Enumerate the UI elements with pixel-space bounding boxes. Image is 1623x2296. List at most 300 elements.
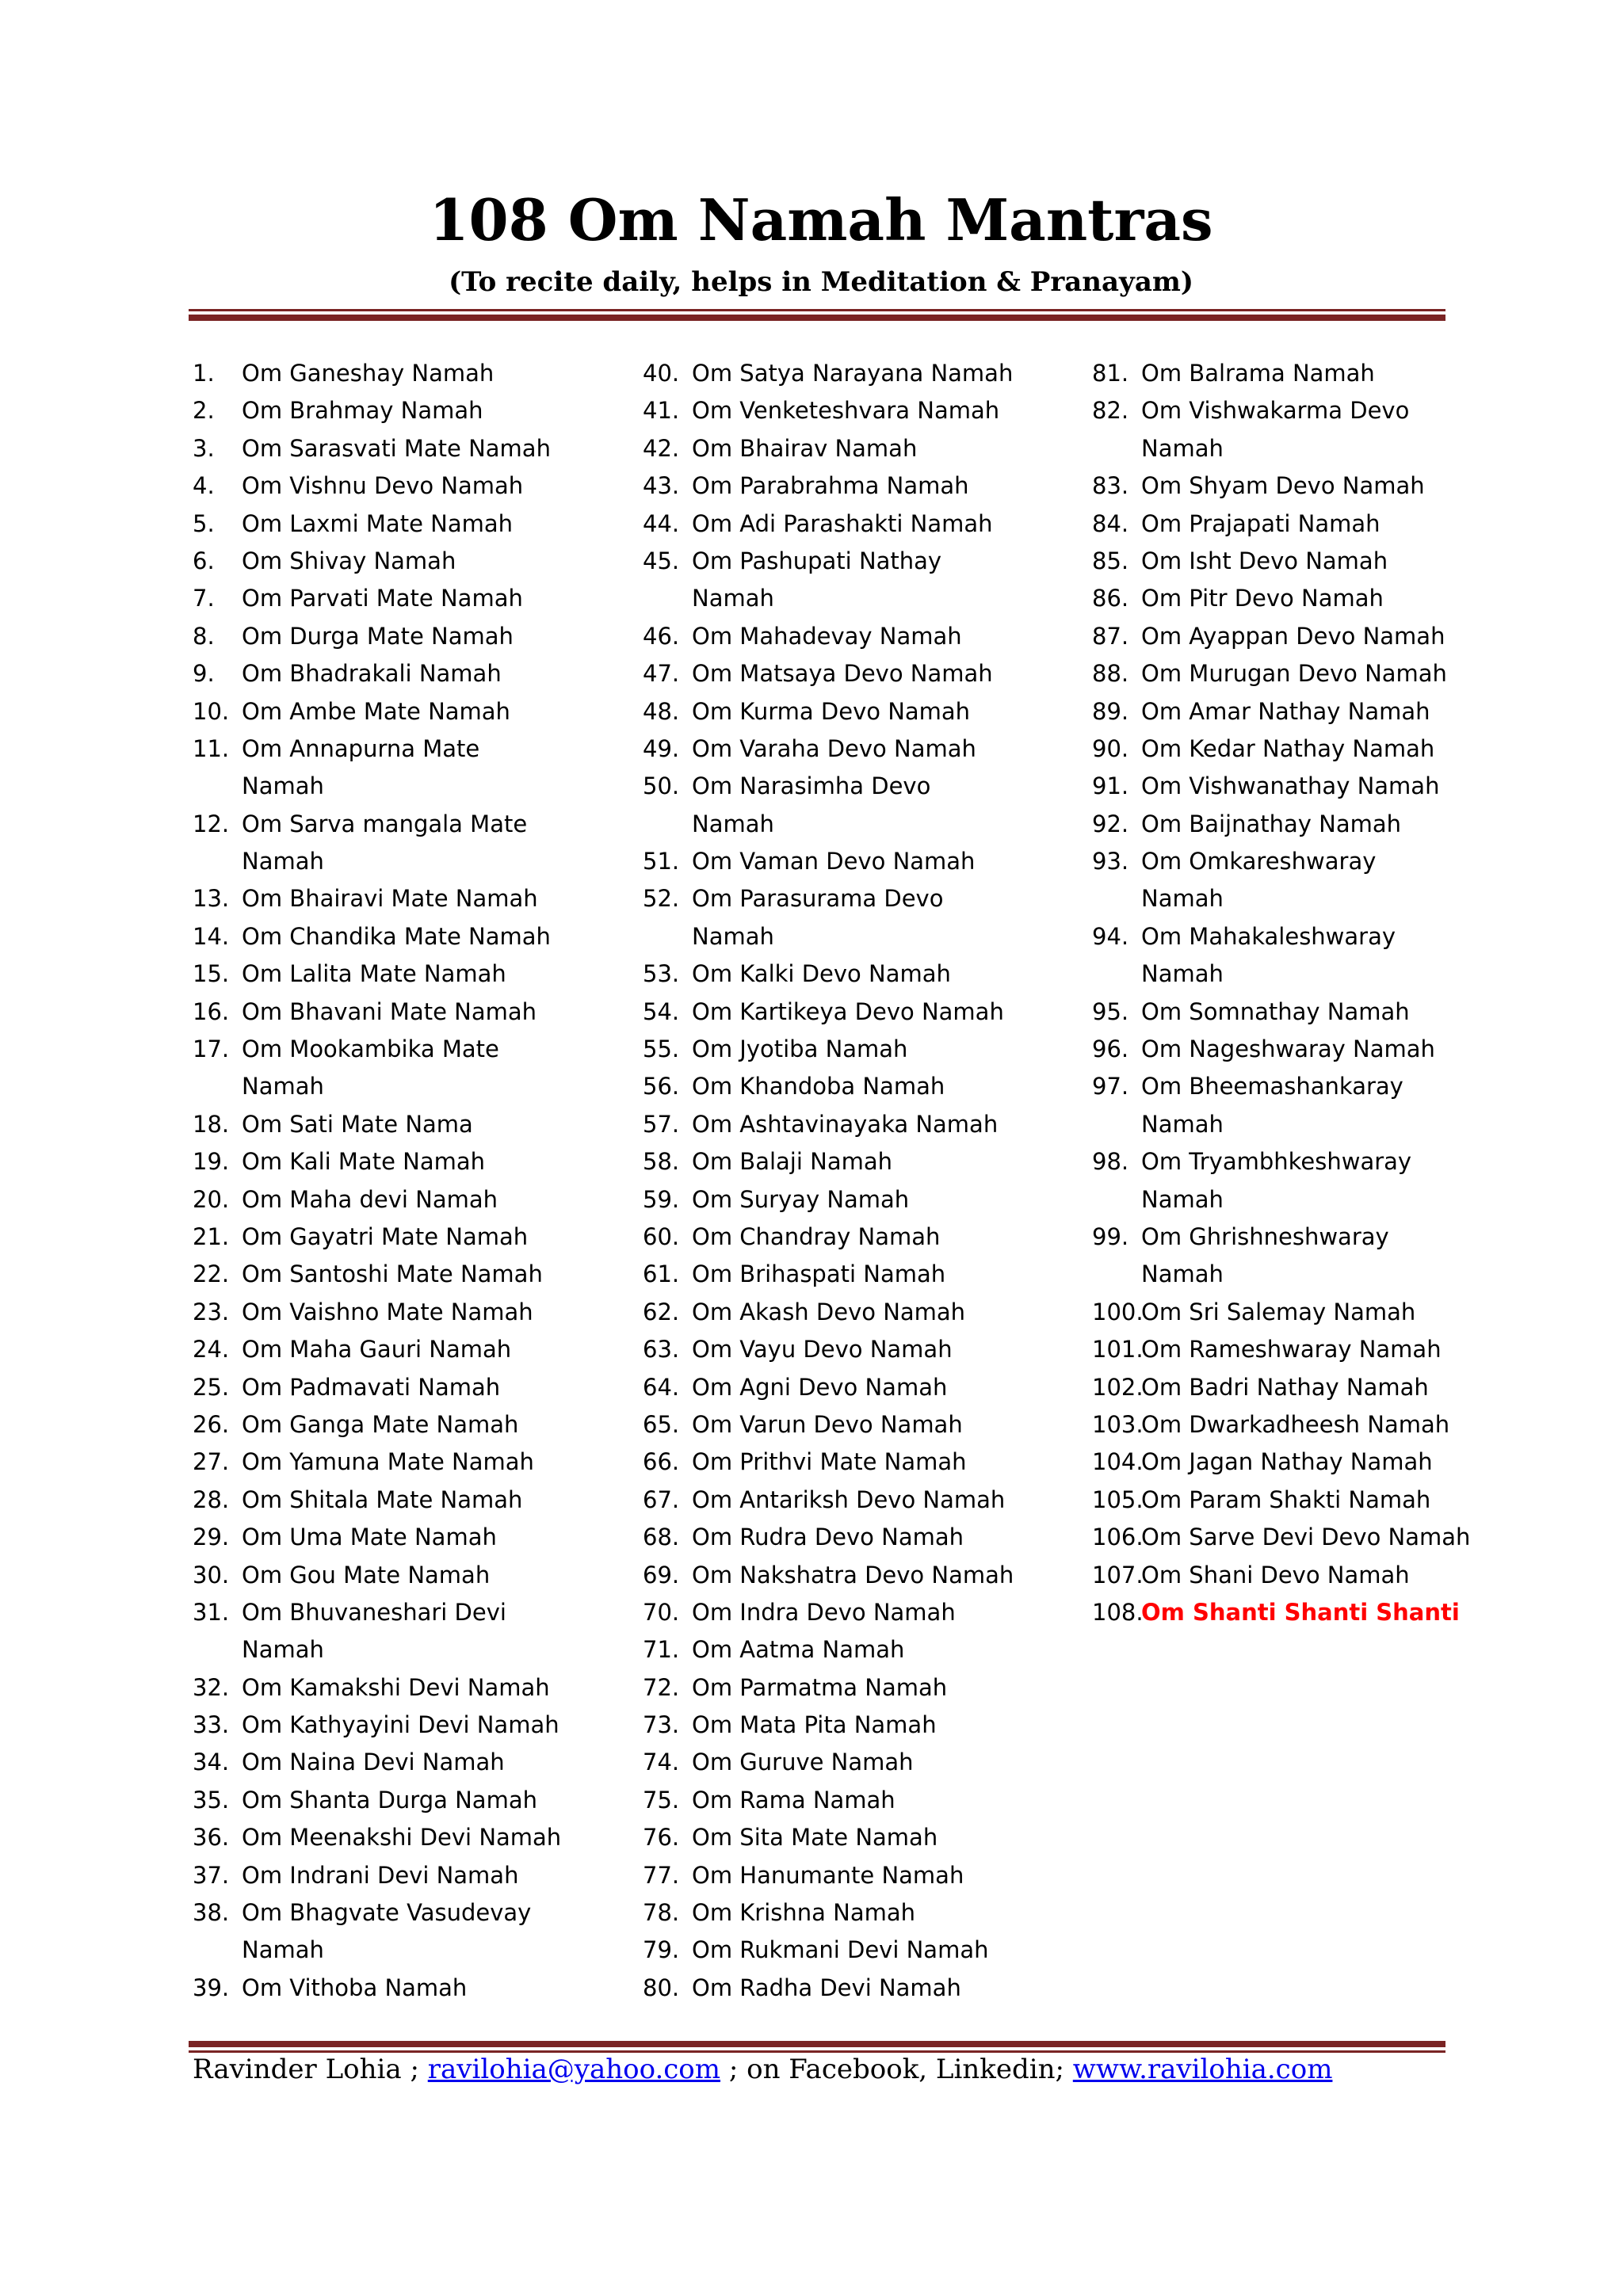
mantra-number: 96. [1092, 1035, 1129, 1063]
mantra-item [643, 1406, 1014, 1444]
mantra-text: Namah [692, 810, 774, 837]
mantra-item [1092, 1594, 1470, 1631]
mantra-item [643, 1256, 1014, 1293]
mantra-item [193, 1369, 561, 1406]
mantra-number [643, 806, 692, 843]
mantra-text: Om Kedar Nathay Namah [1141, 734, 1435, 762]
mantra-text: Om Murugan Devo Namah [1141, 660, 1447, 688]
mantra-text: Om Ganeshay Namah [242, 360, 495, 387]
mantra-number: 29. [193, 1524, 230, 1551]
mantra-text: Om Mookambika Mate [242, 1035, 499, 1063]
mantra-text: Om Suryay Namah [692, 1185, 910, 1213]
mantra-item [193, 355, 561, 392]
mantra-item [193, 1782, 561, 1819]
mantra-text: Om Agni Devo Namah [692, 1373, 948, 1401]
mantra-item [1092, 580, 1470, 617]
mantra-text: Om Pashupati Nathay [692, 547, 942, 574]
mantra-text: Om Varaha Devo Namah [692, 734, 976, 762]
mantra-text: Om Kartikeya Devo Namah [692, 997, 1004, 1025]
mantra-text: Om Bhadrakali Namah [242, 660, 502, 688]
mantra-text: Om Matsaya Devo Namah [692, 660, 993, 688]
mantra-item-continuation [643, 918, 1014, 955]
mantra-number [193, 768, 242, 805]
mantra-item [193, 1557, 561, 1594]
mantra-item [1092, 806, 1470, 843]
mantra-number: 34. [193, 1749, 230, 1776]
mantra-number: 94. [1092, 922, 1129, 950]
mantra-item [1092, 1482, 1470, 1519]
mantra-item [193, 543, 561, 580]
mantra-item [193, 1519, 561, 1556]
mantra-item [643, 880, 1014, 917]
mantra-item [1092, 1406, 1470, 1444]
mantra-number: 79. [643, 1936, 680, 1964]
mantra-text: Om Antariksh Devo Namah [692, 1486, 1006, 1513]
mantra-number: 80. [643, 1974, 680, 2001]
mantra-number [1092, 1106, 1141, 1143]
mantra-text: Namah [1141, 434, 1224, 462]
mantra-item [1092, 1331, 1470, 1368]
mantra-text: Namah [1141, 1185, 1224, 1213]
mantra-item [643, 730, 1014, 768]
mantra-number [1092, 880, 1141, 917]
mantra-number: 101. [1092, 1336, 1144, 1363]
mantra-number [193, 1932, 242, 1969]
mantra-text: Om Gou Mate Namah [242, 1561, 491, 1589]
mantra-item [193, 392, 561, 429]
header-divider [189, 309, 1445, 321]
mantra-item [193, 1406, 561, 1444]
mantra-item [193, 1256, 561, 1293]
mantra-text: Om Bhairav Namah [692, 434, 918, 462]
mantra-item [1092, 392, 1470, 429]
mantra-number: 97. [1092, 1073, 1129, 1100]
mantra-number: 53. [643, 960, 680, 988]
mantra-text: Om Jagan Nathay Namah [1141, 1448, 1433, 1476]
mantra-item [193, 918, 561, 955]
mantra-text: Om Adi Parashakti Namah [692, 509, 993, 537]
mantra-number [193, 843, 242, 880]
mantra-text: Om Kurma Devo Namah [692, 697, 971, 725]
mantra-text: Om Sita Mate Namah [692, 1824, 938, 1852]
mantra-text: Namah [1141, 1261, 1224, 1288]
mantra-number: 95. [1092, 997, 1129, 1025]
mantra-number: 46. [643, 622, 680, 650]
mantra-number: 106. [1092, 1524, 1144, 1551]
mantra-item [1092, 1294, 1470, 1331]
mantra-number: 9. [193, 660, 215, 688]
mantra-item-continuation [193, 1932, 561, 1969]
mantra-text: Om Prithvi Mate Namah [692, 1448, 967, 1476]
mantra-text: Om Prajapati Namah [1141, 509, 1381, 537]
mantra-number: 32. [193, 1673, 230, 1701]
mantra-text: Om Bhuvaneshari Devi [242, 1598, 506, 1626]
mantra-item [643, 618, 1014, 655]
mantra-text: Om Krishna Namah [692, 1899, 916, 1927]
mantra-item [1092, 618, 1470, 655]
footer-author: Ravinder Lohia ; [193, 2054, 428, 2085]
mantra-number: 58. [643, 1148, 680, 1176]
mantra-item [643, 768, 1014, 805]
mantra-text: Om Vaishno Mate Namah [242, 1298, 533, 1325]
mantra-text: Om Sri Salemay Namah [1141, 1298, 1416, 1325]
mantra-item [193, 806, 561, 843]
mantra-item [1092, 918, 1470, 955]
mantra-text: Om Pitr Devo Namah [1141, 585, 1384, 612]
mantra-number: 5. [193, 509, 215, 537]
mantra-text: Om Sarva mangala Mate [242, 810, 528, 837]
mantra-text: Om Hanumante Namah [692, 1861, 964, 1889]
mantra-text: Namah [242, 848, 324, 875]
mantra-number: 103. [1092, 1410, 1144, 1438]
mantra-number: 50. [643, 772, 680, 800]
mantra-item [643, 1970, 1014, 2007]
mantra-text: Om Padmavati Namah [242, 1373, 501, 1401]
mantra-number: 99. [1092, 1222, 1129, 1250]
mantra-number: 38. [193, 1899, 230, 1927]
mantra-number: 76. [643, 1824, 680, 1852]
mantra-item [193, 880, 561, 917]
mantra-text: Om Meenakshi Devi Namah [242, 1824, 562, 1852]
mantra-text: Om Ashtavinayaka Namah [692, 1110, 999, 1138]
mantra-text: Namah [692, 585, 774, 612]
mantra-item [193, 655, 561, 692]
mantra-item [193, 1970, 561, 2007]
mantra-text: Om Vayu Devo Namah [692, 1336, 953, 1363]
mantra-text: Om Mahakaleshwaray [1141, 922, 1396, 950]
mantra-item [193, 1031, 561, 1068]
mantra-number: 54. [643, 997, 680, 1025]
mantra-text: Om Rukmani Devi Namah [692, 1936, 989, 1964]
mantra-text: Om Varun Devo Namah [692, 1410, 963, 1438]
mantra-text: Om Shanta Durga Namah [242, 1786, 537, 1814]
mantra-item-continuation [193, 1631, 561, 1669]
mantra-number: 30. [193, 1561, 230, 1589]
mantra-item [643, 955, 1014, 993]
mantra-item [643, 1331, 1014, 1368]
mantra-item [1092, 1444, 1470, 1481]
mantra-item [193, 1294, 561, 1331]
mantra-number: 8. [193, 622, 215, 650]
mantra-text: Om Indrani Devi Namah [242, 1861, 519, 1889]
mantra-item [643, 1068, 1014, 1105]
mantra-number: 82. [1092, 397, 1129, 425]
mantra-number [193, 1631, 242, 1669]
mantra-item [643, 1669, 1014, 1707]
mantra-item [193, 1669, 561, 1707]
mantra-number: 51. [643, 848, 680, 875]
mantra-item [1092, 505, 1470, 543]
mantra-item [643, 430, 1014, 467]
mantra-text: Om Baijnathay Namah [1141, 810, 1401, 837]
mantra-item [643, 1106, 1014, 1143]
mantra-number [1092, 1256, 1141, 1293]
mantra-number: 20. [193, 1185, 230, 1213]
mantra-number: 107. [1092, 1561, 1144, 1589]
mantra-text: Om Chandika Mate Namah [242, 922, 551, 950]
mantra-item [193, 1594, 561, 1631]
mantra-number: 67. [643, 1486, 680, 1513]
mantra-item [193, 955, 561, 993]
mantra-number: 49. [643, 734, 680, 762]
mantra-number: 83. [1092, 472, 1129, 500]
mantra-number: 23. [193, 1298, 230, 1325]
mantra-text: Om Rudra Devo Namah [692, 1524, 964, 1551]
mantra-number: 26. [193, 1410, 230, 1438]
mantra-number [643, 580, 692, 617]
mantra-number: 66. [643, 1448, 680, 1476]
mantra-number: 55. [643, 1035, 680, 1063]
mantra-text: Om Bheemashankaray [1141, 1073, 1403, 1100]
mantra-number: 10. [193, 697, 230, 725]
mantra-item [193, 1106, 561, 1143]
mantra-text: Om Lalita Mate Namah [242, 960, 506, 988]
mantra-item [643, 693, 1014, 730]
mantra-number: 75. [643, 1786, 680, 1814]
mantra-text: Om Annapurna Mate [242, 734, 480, 762]
mantra-text: Om Vishwakarma Devo [1141, 397, 1410, 425]
footer-divider [189, 2041, 1445, 2053]
mantra-item [193, 730, 561, 768]
mantra-number: 3. [193, 434, 215, 462]
mantra-item [643, 467, 1014, 505]
mantra-number: 13. [193, 885, 230, 913]
footer [193, 2054, 1332, 2086]
footer-website-link[interactable]: www.ravilohia.com [1072, 2054, 1333, 2085]
mantra-column-3 [1092, 355, 1470, 1631]
mantra-text: Om Naina Devi Namah [242, 1749, 505, 1776]
mantra-text: Om Kali Mate Namah [242, 1148, 485, 1176]
mantra-text: Om Yamuna Mate Namah [242, 1448, 534, 1476]
mantra-item [193, 1331, 561, 1368]
mantra-item [193, 467, 561, 505]
mantra-text: Om Tryambhkeshwaray [1141, 1148, 1412, 1176]
mantra-item [643, 1857, 1014, 1894]
mantra-item [193, 1707, 561, 1744]
mantra-item [643, 543, 1014, 580]
mantra-text: Om Nageshwaray Namah [1141, 1035, 1435, 1063]
mantra-item [193, 505, 561, 543]
mantra-number: 98. [1092, 1148, 1129, 1176]
mantra-number: 12. [193, 810, 230, 837]
mantra-item [643, 1819, 1014, 1856]
page-subtitle: (To recite daily, helps in Meditation & Pranayam) [449, 266, 1193, 298]
mantra-text: Om Khandoba Namah [692, 1073, 945, 1100]
mantra-number: 88. [1092, 660, 1129, 688]
mantra-text: Om Somnathay Namah [1141, 997, 1410, 1025]
mantra-item [1092, 1519, 1470, 1556]
mantra-number: 7. [193, 585, 215, 612]
mantra-item-continuation [1092, 1181, 1470, 1219]
mantra-text: Om Shanti Shanti Shanti [1141, 1598, 1460, 1626]
mantra-text: Om Vithoba Namah [242, 1974, 468, 2001]
mantra-text: Om Durga Mate Namah [242, 622, 514, 650]
mantra-number: 69. [643, 1561, 680, 1589]
mantra-number: 108. [1092, 1598, 1144, 1626]
mantra-text: Om Satya Narayana Namah [692, 360, 1014, 387]
mantra-text: Om Jyotiba Namah [692, 1035, 908, 1063]
mantra-text: Om Vishnu Devo Namah [242, 472, 524, 500]
mantra-column-1 [193, 355, 561, 2007]
footer-email-link[interactable]: ravilohia@yahoo.com [427, 2054, 721, 2085]
mantra-text: Namah [242, 1936, 324, 1964]
mantra-number: 4. [193, 472, 215, 500]
mantra-item [193, 1444, 561, 1481]
mantra-text: Om Uma Mate Namah [242, 1524, 497, 1551]
mantra-item [1092, 994, 1470, 1031]
mantra-item [193, 1181, 561, 1219]
mantra-number: 42. [643, 434, 680, 462]
mantra-number [193, 1068, 242, 1105]
mantra-number: 21. [193, 1222, 230, 1250]
mantra-number: 60. [643, 1222, 680, 1250]
mantra-text: Om Akash Devo Namah [692, 1298, 966, 1325]
mantra-number: 17. [193, 1035, 230, 1063]
mantra-item [643, 1031, 1014, 1068]
mantra-text: Om Shivay Namah [242, 547, 456, 574]
mantra-number: 45. [643, 547, 680, 574]
mantra-item [1092, 693, 1470, 730]
mantra-number: 77. [643, 1861, 680, 1889]
mantra-item-continuation [193, 843, 561, 880]
mantra-item [193, 994, 561, 1031]
mantra-item [193, 1143, 561, 1180]
mantra-number: 90. [1092, 734, 1129, 762]
mantra-number: 35. [193, 1786, 230, 1814]
mantra-item [1092, 1143, 1470, 1180]
mantra-text: Om Param Shakti Namah [1141, 1486, 1431, 1513]
mantra-number: 2. [193, 397, 215, 425]
mantra-text: Om Narasimha Devo [692, 772, 931, 800]
mantra-number: 85. [1092, 547, 1129, 574]
mantra-item [1092, 655, 1470, 692]
mantra-item [643, 392, 1014, 429]
mantra-text: Namah [1141, 960, 1224, 988]
mantra-text: Namah [1141, 1110, 1224, 1138]
mantra-text: Om Maha devi Namah [242, 1185, 498, 1213]
mantra-number: 18. [193, 1110, 230, 1138]
mantra-number: 102. [1092, 1373, 1144, 1401]
mantra-item [643, 1707, 1014, 1744]
mantra-text: Om Ghrishneshwaray [1141, 1222, 1389, 1250]
mantra-number: 16. [193, 997, 230, 1025]
mantra-number: 78. [643, 1899, 680, 1927]
mantra-text: Om Badri Nathay Namah [1141, 1373, 1429, 1401]
mantra-item-continuation [1092, 430, 1470, 467]
mantra-item [1092, 543, 1470, 580]
mantra-item-continuation [193, 1068, 561, 1105]
mantra-item-continuation [1092, 880, 1470, 917]
mantra-item-continuation [193, 768, 561, 805]
mantra-text: Om Mahadevay Namah [692, 622, 962, 650]
mantra-item [643, 355, 1014, 392]
mantra-number: 56. [643, 1073, 680, 1100]
mantra-item [643, 1894, 1014, 1932]
mantra-text: Om Parasurama Devo [692, 885, 944, 913]
mantra-text: Om Aatma Namah [692, 1636, 905, 1664]
mantra-text: Namah [242, 1636, 324, 1664]
mantra-text: Om Brihaspati Namah [692, 1261, 946, 1288]
mantra-text: Om Balrama Namah [1141, 360, 1375, 387]
mantra-text: Om Shitala Mate Namah [242, 1486, 523, 1513]
mantra-number: 68. [643, 1524, 680, 1551]
mantra-item [193, 618, 561, 655]
mantra-item [643, 1557, 1014, 1594]
mantra-text: Om Omkareshwaray [1141, 848, 1377, 875]
mantra-item [643, 1519, 1014, 1556]
mantra-number: 84. [1092, 509, 1129, 537]
mantra-text: Om Parvati Mate Namah [242, 585, 523, 612]
mantra-number: 61. [643, 1261, 680, 1288]
mantra-item [643, 1143, 1014, 1180]
mantra-number: 27. [193, 1448, 230, 1476]
page-title: 108 Om Namah Mantras [429, 186, 1213, 254]
footer-social-text: ; on Facebook, Linkedin; [720, 2054, 1073, 2085]
mantra-text: Om Shani Devo Namah [1141, 1561, 1410, 1589]
mantra-item-continuation [643, 580, 1014, 617]
mantra-item-continuation [1092, 1256, 1470, 1293]
mantra-item [643, 1932, 1014, 1969]
mantra-number: 104. [1092, 1448, 1144, 1476]
mantra-text: Om Parmatma Namah [692, 1673, 948, 1701]
mantra-text: Om Gayatri Mate Namah [242, 1222, 529, 1250]
mantra-number: 87. [1092, 622, 1129, 650]
mantra-text: Om Sarve Devi Devo Namah [1141, 1524, 1471, 1551]
mantra-item [1092, 1369, 1470, 1406]
mantra-text: Om Venketeshvara Namah [692, 397, 1000, 425]
mantra-item [1092, 1031, 1470, 1068]
mantra-number: 81. [1092, 360, 1129, 387]
mantra-number: 15. [193, 960, 230, 988]
mantra-item [193, 1894, 561, 1932]
mantra-number: 39. [193, 1974, 230, 2001]
mantra-text: Namah [242, 772, 324, 800]
mantra-number: 40. [643, 360, 680, 387]
mantra-number: 71. [643, 1636, 680, 1664]
mantra-number: 22. [193, 1261, 230, 1288]
mantra-text: Om Kamakshi Devi Namah [242, 1673, 550, 1701]
mantra-number: 93. [1092, 848, 1129, 875]
mantra-number: 33. [193, 1711, 230, 1739]
mantra-number: 86. [1092, 585, 1129, 612]
mantra-number: 59. [643, 1185, 680, 1213]
mantra-text: Om Santoshi Mate Namah [242, 1261, 543, 1288]
mantra-number: 91. [1092, 772, 1129, 800]
mantra-text: Om Shyam Devo Namah [1141, 472, 1425, 500]
mantra-number: 19. [193, 1148, 230, 1176]
mantra-text: Om Parabrahma Namah [692, 472, 969, 500]
mantra-item [193, 1819, 561, 1856]
mantra-column-2 [643, 355, 1014, 2007]
mantra-number: 73. [643, 1711, 680, 1739]
mantra-item [1092, 730, 1470, 768]
mantra-item-continuation [1092, 1106, 1470, 1143]
mantra-text: Om Kathyayini Devi Namah [242, 1711, 559, 1739]
mantra-text: Om Sarasvati Mate Namah [242, 434, 551, 462]
mantra-number: 105. [1092, 1486, 1144, 1513]
mantra-item [643, 994, 1014, 1031]
mantra-number: 70. [643, 1598, 680, 1626]
mantra-item [193, 580, 561, 617]
mantra-item [193, 1219, 561, 1256]
mantra-text: Om Laxmi Mate Namah [242, 509, 513, 537]
mantra-text: Om Mata Pita Namah [692, 1711, 937, 1739]
mantra-item [643, 1631, 1014, 1669]
mantra-item [193, 693, 561, 730]
mantra-text: Om Ganga Mate Namah [242, 1410, 519, 1438]
mantra-item [643, 1181, 1014, 1219]
mantra-text: Om Nakshatra Devo Namah [692, 1561, 1014, 1589]
